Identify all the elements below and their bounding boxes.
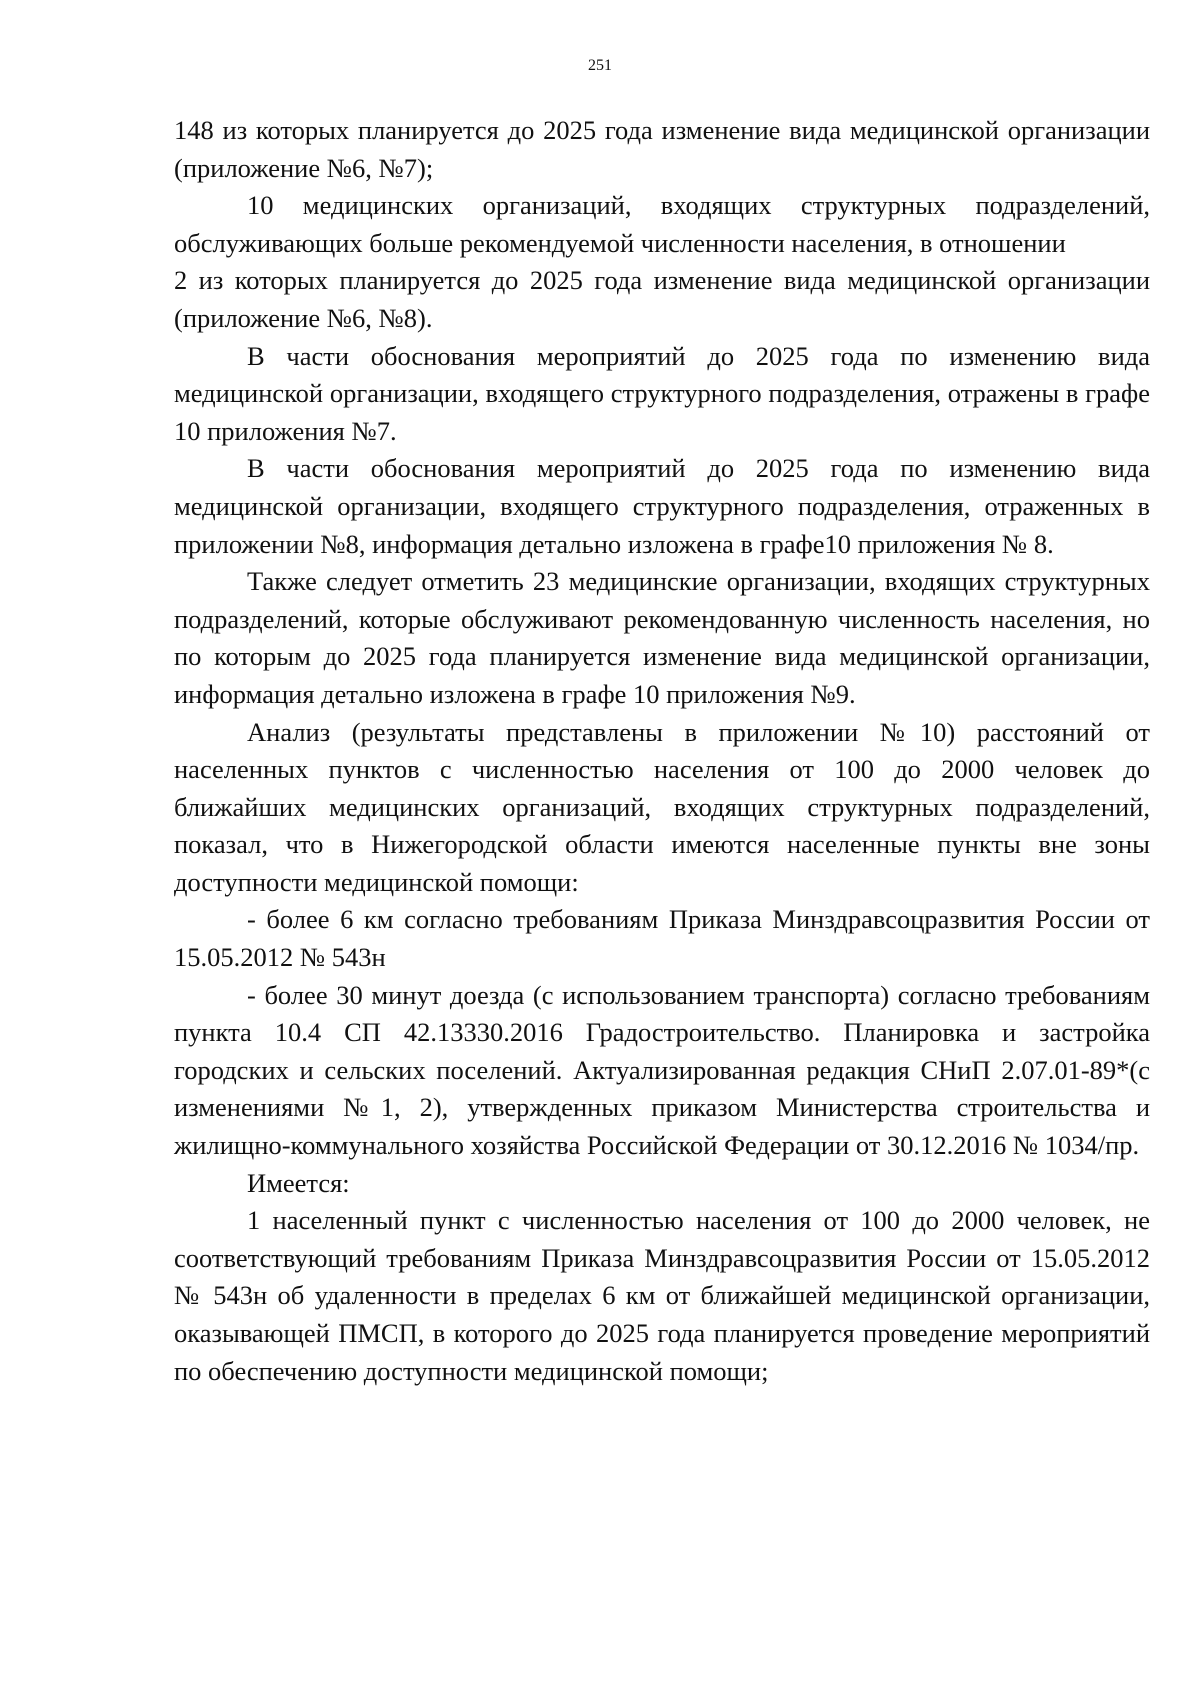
paragraph-9: - более 30 минут доезда (с использованием транспорта) согласно требованиям пункта 10.4 СП 42.13330.2016 Градостроительство. Планировка и застройка городских и сельских поселений. Актуализированная редакция СНиП 2.07.01-89*(с изменениями №1, 2), утвержденных приказом Министерства строительства и жилищно-коммунального хозяйства Российской Федерации от 30.12.2016 № 1034/пр.	[174, 979, 1150, 1161]
paragraph-8: - более 6 км согласно требованиям Приказа Минздравсоцразвития России от 15.05.2012 № 543н	[174, 904, 1150, 973]
paragraph-5: В части обоснования мероприятий до 2025 года по изменению вида медицинской организации, входящего структурного подразделения, отраженных в приложении №8, информация детально изложена в графе10 приложения № 8.	[174, 453, 1150, 559]
paragraph-10: Имеется:	[247, 1167, 350, 1198]
paragraph-4: В части обоснования мероприятий до 2025 года по изменению вида медицинской организации, входящего структурного подразделения, отражены в графе 10 приложения №7.	[174, 340, 1150, 446]
paragraph-7: Анализ (результаты представлены в приложении №10) расстояний от населенных пунктов с численностью населения от 100 до 2000 человек до ближайших медицинских организаций, входящих структурных подразделений, показал, что в Нижегородской области имеются населенные пункты вне зоны доступности медицинской помощи:	[174, 716, 1150, 897]
paragraph-1: 148 из которых планируется до 2025 года изменение вида медицинской организации (приложение №6, №7);	[174, 115, 1150, 183]
paragraph-6: Также следует отметить 23 медицинские организации, входящих структурных подразделений, которые обслуживают рекомендованную численность населения, но по которым до 2025 года планируется изменение вида медицинской организации, информация детально изложена в графе 10 приложения №9.	[174, 566, 1150, 709]
page-number: 251	[588, 57, 612, 74]
paragraph-11: 1 населенный пункт с численностью населения от 100 до 2000 человек, не соответствующий требованиям Приказа Минздравсоцразвития России от 15.05.2012 № 543н об удаленности в пределах 6 км от ближайшей медицинской организации, оказывающей ПМСП, в которого до 2025 года планируется проведение мероприятий по обеспечению доступности медицинской помощи;	[174, 1205, 1150, 1386]
paragraph-2: 10 медицинских организаций, входящих структурных подразделений, обслуживающих больше рекомендуемой численности населения, в отношении	[174, 190, 1150, 258]
paragraph-3: 2 из которых планируется до 2025 года изменение вида медицинской организации (приложение №6, №8).	[174, 265, 1150, 333]
document-body	[174, 112, 1150, 1390]
